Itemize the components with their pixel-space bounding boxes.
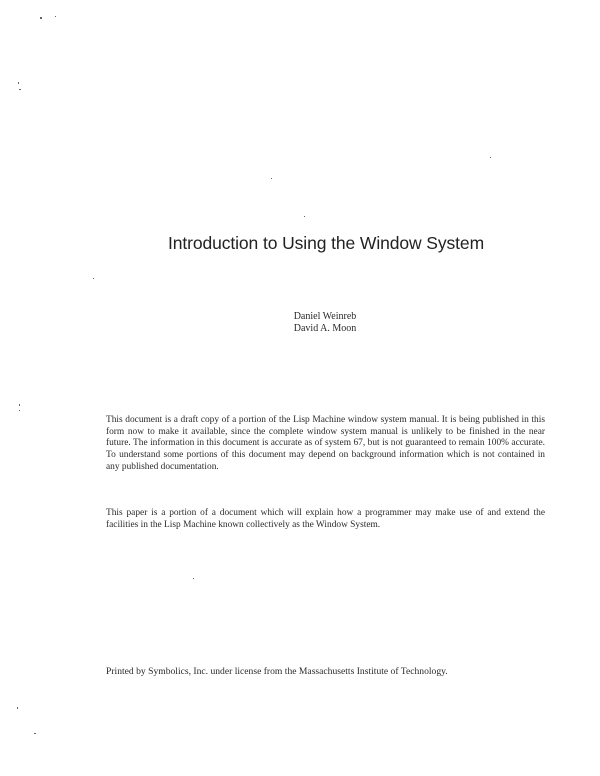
scan-speck — [93, 278, 94, 279]
scan-speck — [18, 82, 19, 84]
scan-speck — [304, 216, 305, 217]
scan-speck — [19, 410, 20, 411]
document-title: Introduction to Using the Window System — [167, 233, 485, 253]
scan-speck — [19, 404, 20, 406]
scan-speck — [55, 16, 56, 17]
scan-speck — [193, 578, 194, 579]
scan-speck — [34, 733, 36, 734]
purpose-paragraph: This paper is a portion of a document which will explain how a programmer may make use of and extend the facilities in the Lisp Machine known collectively as the Window System. — [106, 508, 545, 530]
printer-footer: Printed by Symbolics, Inc. under license from the Massachusetts Institute of Technology. — [106, 666, 448, 677]
scan-speck — [19, 89, 21, 90]
draft-notice-paragraph: This document is a draft copy of a portion of the Lisp Machine window system manual. It is being published in this form now to make it available, since the complete window system manual is unlikely to be finished in the near future. The information in this document is accurate as of system 67, but is not guaranteed to remain 100% accurate. To understand some portions of this document may depend on background information which is not contained in any published documentation. — [106, 415, 545, 472]
author-name: David A. Moon — [293, 323, 357, 334]
scan-speck — [271, 178, 272, 179]
scan-speck — [490, 157, 491, 158]
scan-speck — [17, 707, 18, 709]
author-name: Daniel Weinreb — [293, 311, 357, 322]
author-list — [0, 311, 600, 335]
scan-speck — [40, 17, 42, 19]
